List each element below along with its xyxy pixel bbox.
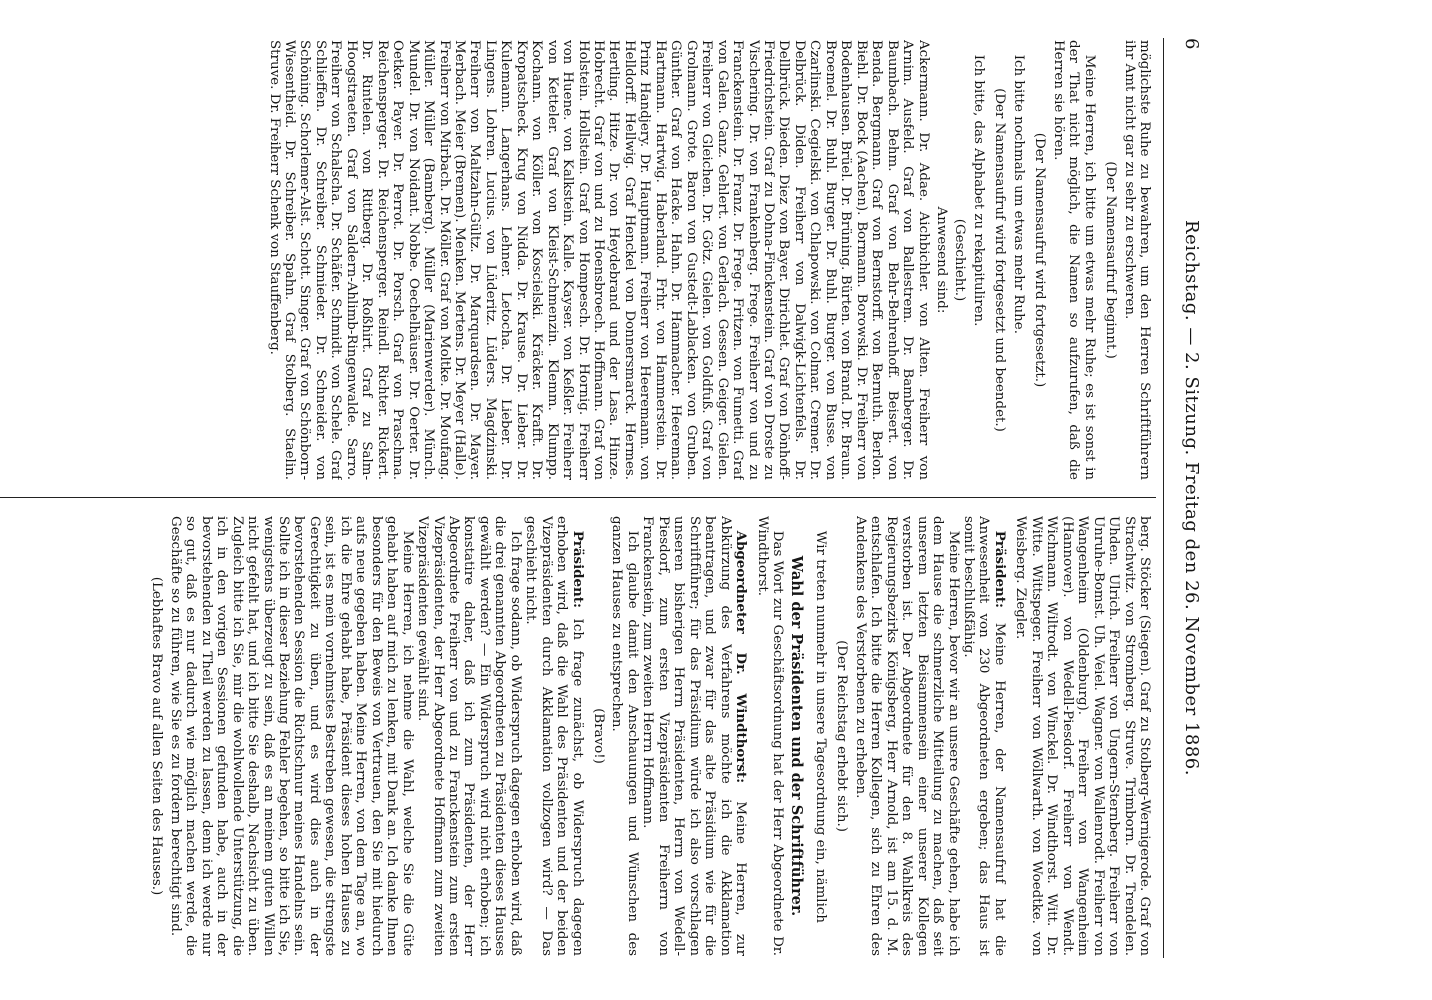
- paragraph: Ackermann. Dr. Adae. Aichbichler. von Alten. Freiherr von Arnim. Ausfeld. Graf von Ballestrem. Dr. Bamberger. Dr. Baumbach. Behm. Graf von Behr-Behrenhoff. Beisert. von Benda. Bergmann. Graf von Bernstorff. von Bernuth. Berlon. Biehl. Dr. Bock (Aachen). Bormann. Borowski. Dr. Freiherr von Bodenhausen. Brüel. Dr. Brüning. Bürten. von Brand. Dr. Braun. Broemel. Dr. Buhl. Burger. Dr. Buhl. Burger. von Busse. von Czarlinski. Cegielski. von Chlapowski. von Colmar. Cremer. Dr. Delbrück. Diden. Freiherr von Dalwigk-Lichtenfels. Dr. Dellbrück. Dieden. Diez von Bayer. Dirichlet. Graf von Dönhoff-Friedrichstein. Graf zu Dohna-Finckenstein. Graf von Droste zu Vischering. Dr. von Frankenberg. Frege. Freiherr von und zu Franckenstein. Dr. Franz. Dr. Frege. Fritzen. von Fumetti. Graf von Galen. Ganz. Gehlert. von Gerlach. Gessen. Geiger. Gielen. Freiherr von Gleichen. Dr. Götz. Gielen. von Goldfuß. Graf von Grolmann. Grote. Baron von Gustedt-Lablacken. von Gruben. Günther. Graf von Hacke. Hahn. Dr. Hammacher. Heereman. Hartmann. Hartwig. Haberland. Frhr. von Hammerstein. Dr. Prinz Handjery. Dr. Hauptmann. Freiherr von Heeremann. von Helldorff. Hellwig. Graf Henckel von Donnersmarck. Hermes. Hertling. Hitze. Dr. von Heydebrand und der Lasa. Hinze. Hobrecht. Graf von und zu Hoensbroech. Hoffmann. Graf von Holstein. Hollstein. Graf von Hompesch. Dr. Hornig. Freiherr von Huene. von Kalkstein. Kalle. Kayser. von Keßler. Freiherr von Ketteler. Graf von Kleist-Schmenzin. Klemm. Klumpp. Kochann. von Köller. von Koscielski. Kräcker. Krafft. Dr. Kropatscheck. Krug von Nidda. Dr. Krause. Dr. Lieber. Dr. Kulemann. Langerhans. Lehner. Letocha. Dr. Lieber. Dr. Lingens. Lohren. Lucius. von Lüderitz. Lüders. Magdzinski. Freiherr von Maltzahn-Gültz. Dr. Marquardsen. Dr. Mayer. Merbach. Meier (Bremen). Menken. Mertens. Dr. Meyer (Halle). Freiherr von Mirbach. Dr. Möller. Graf von Moltke. Dr. Moufang. Müller. Müller (Bamberg). Müller (Marienwerder). Münch. Mundel. Dr. von Noidant. Nobbe. Oechelhäuser. Dr. Oerter. Dr. Oetker. Payer. Dr. Perrot. Dr. Porsch. Graf von Praschma. Reichensperger. Dr. Reichensperger. Reindl. Richter. Rickert. Dr. Rintelen. von Rittberg. Dr. Roßhirt. Graf zu Salm-Hoogstraeten. Graf von Saldern-Ahlimb-Ringenwalde. Sarro. Freiherr von Schalscha. Dr. Schäfer. Schmidt. von Schele. Graf Schlieffen. Dr. Schreiber. Schmieder. Dr. Schneider. von Schöning. Schorlemer-Alst. Schott. Singer. Graf von Schönborn-Wiesentheid. Dr. Schreiber. Spahn. Graf Stolberg. Staelin. Struve. Dr. Freiherr Schenk von Stauffenberg.: [266, 40, 931, 480]
- section-heading: Wahl der Präsidenten und der Schriftführer.: [788, 555, 806, 917]
- stage-direction: (Bravo!): [591, 708, 607, 764]
- speaker-name: Präsident:: [569, 530, 586, 608]
- paragraph: Ich frage sodann, ob Widerspruch dagegen erhoben wird, daß die drei genannten Abgeordneten zu Präsidenten dieses Hauses gewählt werden? — Ein Widerspruch wird nicht erhoben; ich konstatire daher, daß ich zum Präsidenten, der Herr Abgeordnete Freiherr von und zu Franckenstein zum ersten Vizepräsidenten, der Herr Abgeordnete Hoffmann zum zweiten Vizepräsidenten gewählt sind.: [415, 516, 523, 956]
- paragraph: Ich glaube damit den Anschauungen und Wünschen des ganzen Hauses zu entsprechen.: [609, 516, 640, 956]
- page-number: 6: [1181, 38, 1202, 50]
- paragraph: möglichste Ruhe zu bewahren, um den Herren Schriftführern ihr Amt nicht gar zu sehr zu erschweren.: [1121, 40, 1152, 480]
- speaker-name: Präsident:: [991, 530, 1008, 608]
- speech-paragraph: Präsident: Meine Herren, der Namensaufruf hat die Anwesenheit von 230 Abgeordneten ergeben; das Haus ist somit beschlußfähig.: [961, 516, 1008, 956]
- paragraph: Meine Herren, ich nehme die Wahl, welche Sie die Güte gehabt haben auf mich zu lenken, mit Dank an. Ich danke Ihnen besonders für den Beweis von Vertrauen, den Sie mit hiedurch aufs neue gegeben haben. Meine Herren, von dem Tage an, wo ich die Ehre gehabt habe, Präsident dieses hohen Hauses zu sein, ist es mein vornehmstes Bestreben gewesen, die strengste Gerechtigkeit zu üben, und es wird dies auch in der bevorstehenden Session die Richtschnur meines Handelns sein. Sollte ich in dieser Beziehung Fehler begehen, so bitte ich Sie, wenigstens überzeugt zu sein, daß es an meinem guten Willen nicht gefehlt hat, und ich bitte Sie deshalb, Nachsicht zu üben. Zugleich bitte ich Sie, mir die wohlwollende Unterstützung, die ich in den vorigen Sessionen gefunden habe, auch in der bevorstehenden zu Theil werden zu lassen, denn ich werde nur so gut, daß es nur dadurch wie möglich machen werde, die Geschäfte so zu führen, wie Sie es zu fordern berechtigt sind.: [167, 516, 415, 956]
- side-credit: [1418, 20, 1430, 1000]
- column-divider: [0, 497, 1156, 498]
- speech-paragraph: Präsident: Ich frage zunächst, ob Widerspruch dagegen erhoben wird, daß die Wahl des Präsidenten und der beiden Vizepräsidenten durch Akklamation vollzogen wird? — Das geschieht nicht.: [523, 516, 586, 956]
- running-title: Reichstag. — 2. Sitzung. Freitag den 26. November 1886.: [1181, 220, 1202, 776]
- stage-direction: (Der Reichstag erhebt sich.): [834, 640, 850, 832]
- stage-direction: (Der Namensaufruf wird fortgesetzt und beendet.): [992, 88, 1008, 432]
- paragraph: Ich bitte nochmals um etwas mehr Ruhe.: [1010, 54, 1026, 334]
- left-column: [2, 40, 1152, 480]
- stage-direction: (Lebhaftes Bravo auf allen Seiten des Hauses.): [149, 576, 165, 896]
- paragraph: Meine Herren, ich bitte um etwas mehr Ruhe; es ist sonst in der That nicht möglich, die Namen so aufzurufen, daß die Herren sie hören.: [1050, 40, 1097, 480]
- paragraph: Ich bitte, das Alphabet zu rekapituliren.: [970, 54, 986, 327]
- stage-direction: (Geschieht.): [952, 218, 968, 302]
- stage-direction: (Der Namensaufruf wird fortgesetzt.): [1032, 132, 1048, 388]
- paragraph: Meine Herren, bevor wir an unsere Geschäfte gehen, habe ich dem Hause die schmerzliche Mitteilung zu machen, daß seit unserem letzten Beisammensein einer unserer Kollegen verstorben ist. Der Abgeordnete für den 8. Wahlkreis des Regierungsbezirks Königsberg, Herr Arnold, ist am 15. d. M. entschlafen. Ich bitte die Herren Kollegen, sich zu Ehren des Andenkens des Verstorbenen zu erheben.: [852, 516, 961, 956]
- page-header: [1156, 38, 1216, 958]
- paragraph: berg. Stöcker (Siegen). Graf zu Stolberg-Wernigerode. Graf von Strachwitz. von Stromberg. Struve. Trimborn. Dr. Trendelen. Uhden. Ulrich. Freiherr von Ungern-Sternberg. Freiherr von Unruhe-Bomst. Uh. Veiel. Wagner. von Wallenrodt. Freiherr von Wangenheim (Oldenburg). Freiherr von Wangenheim (Hannover). von Wedell-Piesdorf. Freiherr von Wendt. Wichmann. Wiltrodt. von Winckel. Dr. Windthorst. Witt. Dr. Witte. Wittspeger. Freiherr von Wöllwarth. von Woedtke. von Weisberg. Ziegler.: [1013, 516, 1152, 956]
- header-rule: [1163, 38, 1164, 958]
- paragraph: Das Wort zur Geschäftsordnung hat der Herr Abgeordnete Dr. Windthorst.: [754, 516, 786, 956]
- stage-direction: (Der Namensaufruf beginnt.): [1103, 161, 1119, 359]
- paragraph: Wir treten nunmehr in unsere Tagesordnung ein, nämlich: [812, 530, 828, 923]
- right-column: [2, 516, 1152, 956]
- speaker-name: Abgeordneter Dr. Windthorst:: [733, 530, 750, 784]
- stage-direction: Anwesend sind:: [934, 206, 950, 314]
- speech-paragraph: Abgeordneter Dr. Windthorst: Meine Herren, zur Abkürzung des Verfahrens möchte ich die Akklamation beantragen, und zwar für das alte Präsidium wie für die Schriftführer; für das Präsidium würde ich also vorschlagen unseren bisherigen Herrn Präsidenten, Herrn von Wedell-Piesdorf, zum ersten Vizepräsidenten Freiherrn von Franckenstein, zum zweiten Herrn Hoffmann.: [640, 516, 750, 956]
